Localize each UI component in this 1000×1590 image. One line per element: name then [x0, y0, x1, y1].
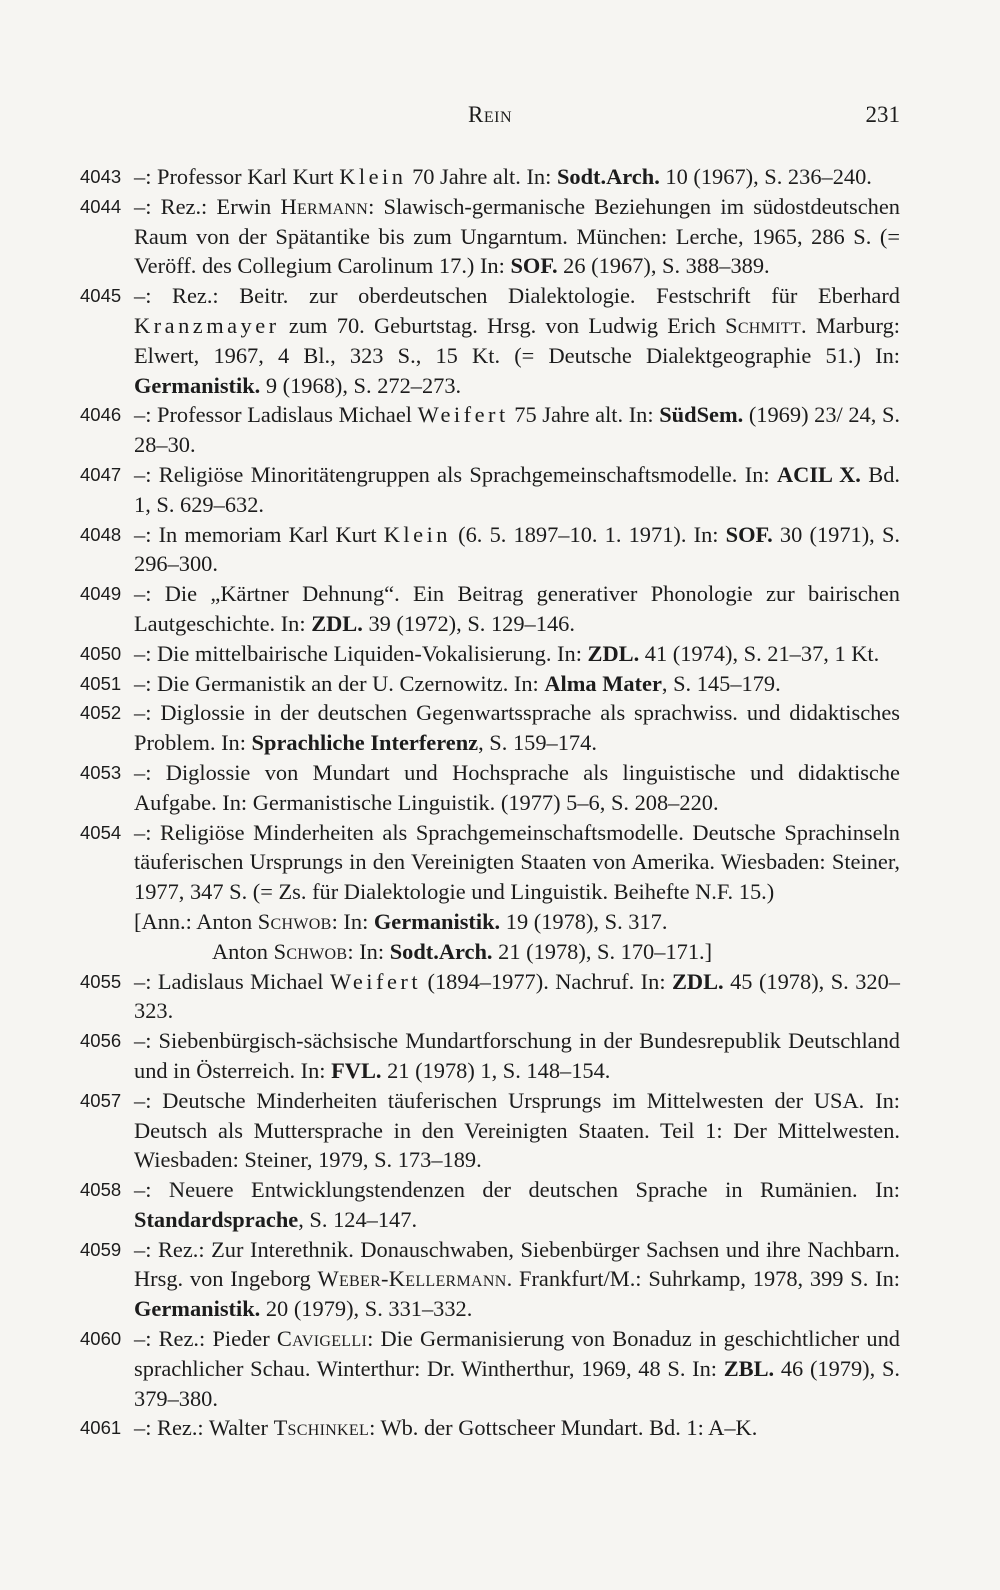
- bibliography-entry: [80, 967, 900, 1027]
- journal-title: Sodt.Arch.: [389, 938, 493, 964]
- entry-text: [134, 579, 900, 639]
- spaced-name: Klein: [383, 521, 451, 547]
- text-run: 21 (1978), S. 170–171.]: [492, 938, 713, 964]
- entry-text: [134, 1413, 900, 1443]
- entry-text: [134, 967, 900, 1027]
- spaced-name: Kranzmayer: [134, 312, 280, 338]
- text-run: (6. 5. 1897–10. 1. 1971). In:: [450, 521, 726, 547]
- text-run: 10 (1967), S. 236–240.: [659, 164, 872, 189]
- entry-number: 4043: [80, 166, 122, 187]
- text-run: : In:: [347, 938, 390, 964]
- entry-text: [134, 1175, 900, 1235]
- entry-number: 4053: [80, 761, 122, 783]
- text-run: –: Rez.: Beitr. zur oberdeutschen Dialektologie. Festschrift für Eberhard: [134, 283, 900, 309]
- entry-text: [134, 192, 900, 281]
- bibliography-entry: [80, 192, 900, 281]
- bibliography-entry: [80, 1175, 900, 1235]
- bibliography-entry: [80, 520, 900, 580]
- text-run: 70 Jahre alt. In:: [406, 164, 557, 189]
- text-run: –: Professor Ladislaus Michael: [134, 402, 418, 428]
- journal-title: Sprachliche Interferenz: [251, 730, 479, 756]
- text-run: : Wb. der Gottscheer Mundart. Bd. 1: A–K.: [369, 1415, 758, 1441]
- text-run: 9 (1968), S. 272–273.: [260, 372, 462, 398]
- entry-number: 4050: [80, 642, 122, 664]
- text-run: –: Religiöse Minderheiten als Sprachgemeinschaftsmodelle. Deutsche Sprachinseln täuferischen Ursprungs in den Vereinigten Staaten von Amerika. Wiesbaden: Steiner, 1977, 347 S. (= Zs. für Dialektologie und Linguistik. Beihefte N.F. 15.): [134, 819, 900, 905]
- entry-number: 4044: [80, 195, 122, 217]
- entry-text: [134, 281, 900, 400]
- annotation-line: [134, 907, 900, 937]
- text-run: –: Rez.: Zur Interethnik. Donauschwaben, Siebenbürger Sachsen und ihre Nachbarn. Hrsg. von Ingeborg: [134, 1236, 900, 1292]
- spaced-name: Weifert: [417, 402, 509, 428]
- entry-text: [134, 162, 900, 192]
- text-run: –: Rez.: Pieder: [134, 1326, 277, 1352]
- entry-number: 4052: [80, 702, 122, 724]
- entry-number: 4047: [80, 463, 122, 485]
- text-run: 26 (1967), S. 388–389.: [557, 253, 770, 279]
- text-run: –: Neuere Entwicklungstendenzen der deutschen Sprache in Rumänien. In:: [134, 1177, 900, 1203]
- text-run: . Marburg: Elwert, 1967, 4 Bl., 323 S., 15 Kt. (= Deutsche Dialektgeographie 51.) In:: [134, 312, 900, 368]
- bibliography-entry: [80, 758, 900, 818]
- entry-text: [134, 639, 900, 669]
- entry-number: 4058: [80, 1179, 122, 1201]
- bibliography-entry: [80, 1235, 900, 1324]
- text-run: –: Diglossie in der deutschen Gegenwartssprache als sprachwiss. und didaktisches Problem. In:: [134, 700, 900, 756]
- entry-text: [134, 520, 900, 580]
- entry-number: 4046: [80, 404, 122, 426]
- text-run: –: Ladislaus Michael: [134, 968, 330, 994]
- journal-title: Germanistik.: [373, 908, 501, 934]
- journal-title: ZDL.: [587, 640, 640, 666]
- entry-text: [134, 698, 900, 758]
- journal-title: ZBL.: [723, 1355, 775, 1381]
- author-name: Schwob: [273, 938, 348, 964]
- text-run: 45 (1978), S. 320–323.: [134, 968, 900, 1024]
- journal-title: SOF.: [510, 253, 558, 279]
- entry-text: [134, 1324, 900, 1413]
- journal-title: Germanistik.: [134, 372, 261, 398]
- text-run: 20 (1979), S. 331–332.: [260, 1296, 473, 1322]
- entry-text: [134, 818, 900, 907]
- entry-number: 4054: [80, 821, 122, 843]
- entry-text: [134, 1086, 900, 1175]
- journal-title: Sodt.Arch.: [556, 164, 660, 189]
- bibliography-entry: [80, 460, 900, 520]
- text-run: (1894–1977). Nachruf. In:: [421, 968, 672, 994]
- bibliography-entry: [80, 639, 900, 669]
- journal-title: FVL.: [331, 1057, 382, 1083]
- bibliography-entry: [80, 162, 900, 192]
- entry-number: 4060: [80, 1328, 122, 1350]
- bibliography-entry: [80, 1324, 900, 1413]
- journal-title: SOF.: [725, 521, 773, 547]
- entry-number: 4061: [80, 1417, 122, 1439]
- journal-title: ZDL.: [311, 610, 363, 636]
- text-run: –: Deutsche Minderheiten täuferischen Ursprungs im Mittelwesten der USA. In: Deutsch als Muttersprache in den Vereinigten Staaten. Teil 1: Der Mittelwesten. Wiesbaden: Steiner, 1979, S. 173–189.: [134, 1087, 900, 1173]
- entry-number: 4059: [80, 1238, 122, 1260]
- entry-text: [134, 400, 900, 460]
- author-name: Weber-Kellermann: [317, 1266, 507, 1292]
- journal-title: ZDL.: [672, 968, 724, 994]
- journal-title: SüdSem.: [659, 402, 744, 428]
- text-run: –: Die Germanistik an der U. Czernowitz. In:: [134, 670, 545, 696]
- bibliography-entry: [80, 1026, 900, 1086]
- text-run: : Slawisch-germanische Beziehungen im südostdeutschen Raum von der Spätantike bis zum Ungarntum. München: Lerche, 1965, 286 S. (= Veröff. des Collegium Carolinum 17.) In:: [134, 193, 900, 279]
- text-run: : Die Germanisierung von Bonaduz in geschichtlicher und sprachlicher Schau. Winterthur: Dr. Wintherthur, 1969, 48 S. In:: [134, 1326, 900, 1381]
- author-name: Tschinkel: [273, 1415, 370, 1441]
- journal-title: ACIL X.: [777, 461, 861, 487]
- text-run: –: Religiöse Minoritätengruppen als Sprachgemeinschaftsmodelle. In:: [134, 461, 777, 487]
- page-header: [80, 102, 900, 136]
- text-run: –: Rez.: Walter: [134, 1415, 274, 1441]
- text-run: , S. 124–147.: [298, 1206, 418, 1232]
- author-name: Schwob: [257, 908, 332, 934]
- entry-text: [134, 1235, 900, 1324]
- bibliography-entry: [80, 400, 900, 460]
- text-run: –: In memoriam Karl Kurt: [134, 521, 384, 547]
- text-run: 46 (1979), S. 379–380.: [134, 1355, 900, 1411]
- bibliography-entry: [80, 579, 900, 639]
- entry-number: 4045: [80, 285, 122, 307]
- entry-text: [134, 669, 900, 699]
- text-run: 30 (1971), S. 296–300.: [134, 521, 900, 577]
- text-run: 19 (1978), S. 317.: [500, 908, 668, 934]
- entry-number: 4051: [80, 672, 122, 694]
- text-run: , S. 145–179.: [661, 670, 781, 696]
- text-run: –: Diglossie von Mundart und Hochsprache als linguistische und didaktische Aufgabe. In: Germanistische Linguistik. (1977) 5–6, S. 208–220.: [134, 759, 900, 815]
- spaced-name: Weifert: [329, 968, 422, 994]
- text-run: Bd. 1, S. 629–632.: [134, 461, 900, 517]
- text-run: Anton: [212, 938, 274, 964]
- entry-text: [134, 460, 900, 520]
- entry-number: 4056: [80, 1030, 122, 1052]
- text-run: –: Die „Kärtner Dehnung“. Ein Beitrag generativer Phonologie zur bairischen Lautgeschichte. In:: [134, 581, 900, 636]
- bibliography-entry: [80, 698, 900, 758]
- text-run: (1969) 23/ 24, S. 28–30.: [134, 402, 900, 458]
- text-run: 75 Jahre alt. In:: [508, 402, 660, 428]
- bibliography-entry: [80, 669, 900, 699]
- bibliography-entry: [80, 1086, 900, 1175]
- text-run: –: Rez.: Erwin: [134, 193, 281, 219]
- text-run: . Frankfurt/M.: Suhrkamp, 1978, 399 S. In:: [506, 1266, 900, 1292]
- text-run: , S. 159–174.: [478, 730, 597, 756]
- text-run: –: Siebenbürgisch-sächsische Mundartforschung in der Bundesrepublik Deutschland und in Österreich. In:: [134, 1028, 900, 1083]
- text-run: : In:: [331, 908, 374, 934]
- entry-number: 4057: [80, 1089, 122, 1111]
- text-run: –: Die mittelbairische Liquiden-Vokalisierung. In:: [134, 640, 588, 666]
- bibliography-entry: [80, 1413, 900, 1443]
- entry-number: 4055: [80, 970, 122, 992]
- journal-title: Germanistik.: [134, 1296, 261, 1322]
- running-title: Rein: [468, 102, 512, 127]
- text-run: 21 (1978) 1, S. 148–154.: [381, 1057, 611, 1083]
- entry-text: [134, 758, 900, 818]
- author-name: Schmitt: [725, 312, 801, 338]
- author-name: Hermann: [280, 193, 369, 219]
- text-run: 39 (1972), S. 129–146.: [362, 610, 575, 636]
- page-number: 231: [865, 102, 900, 127]
- entry-text: [134, 1026, 900, 1086]
- journal-title: Standardsprache: [134, 1206, 299, 1232]
- annotation-line: [134, 937, 900, 967]
- bibliography-entry: [80, 281, 900, 400]
- text-run: 41 (1974), S. 21–37, 1 Kt.: [639, 640, 880, 666]
- bibliography-list: [80, 162, 900, 1443]
- spaced-name: Klein: [339, 164, 407, 189]
- entry-number: 4049: [80, 583, 122, 605]
- entry-number: 4048: [80, 523, 122, 545]
- text-run: –: Professor Karl Kurt: [134, 164, 340, 189]
- journal-title: Alma Mater: [544, 670, 662, 696]
- text-run: [Ann.: Anton: [134, 908, 258, 934]
- text-run: zum 70. Geburtstag. Hrsg. von Ludwig Erich: [279, 312, 726, 338]
- author-name: Cavigelli: [276, 1326, 368, 1352]
- bibliography-entry: [80, 818, 900, 907]
